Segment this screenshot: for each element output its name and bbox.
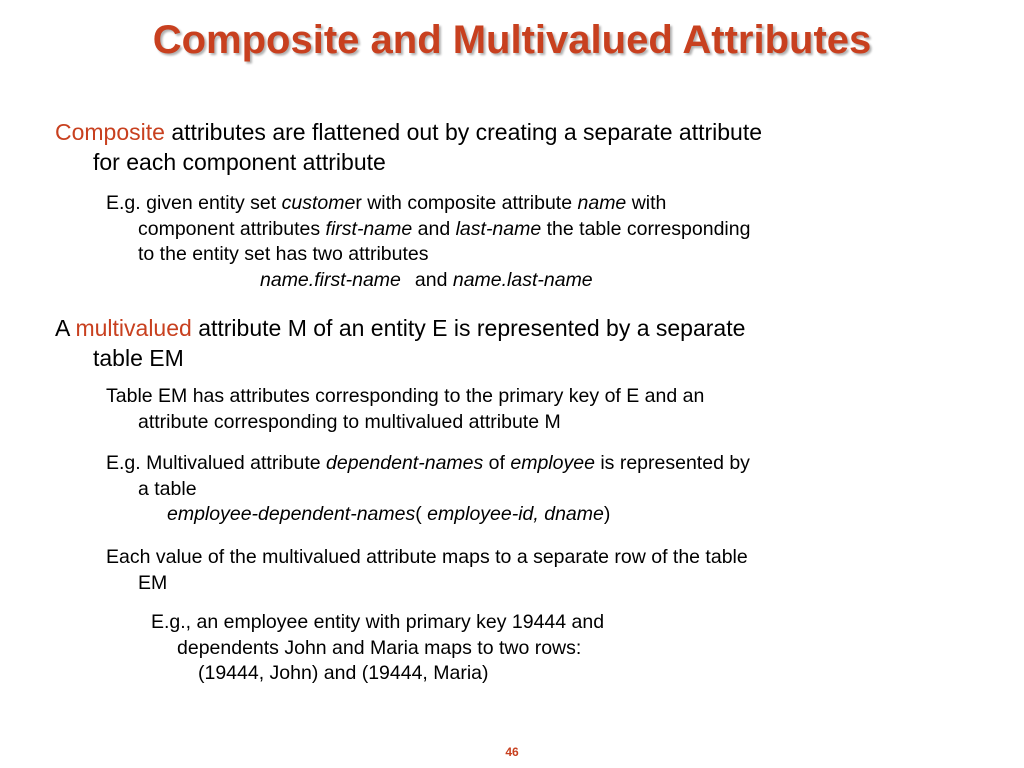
text-run-italic: first-name bbox=[325, 217, 413, 240]
bullet-composite bbox=[55, 117, 955, 177]
sub-composite-line4 bbox=[106, 268, 976, 294]
text-run: r with composite attribute bbox=[355, 192, 578, 214]
sub-composite-example bbox=[106, 191, 976, 293]
text-run: of bbox=[483, 452, 511, 474]
text-run-italic: employee-dependent-names bbox=[167, 503, 416, 525]
sub-employee-example bbox=[151, 610, 951, 687]
text-run: E.g., an employee entity with primary key 19444 and bbox=[151, 611, 605, 633]
text-run: is represented by bbox=[594, 452, 750, 474]
sub-table-em bbox=[106, 384, 976, 435]
text-run: A bbox=[55, 315, 76, 341]
text-run: E.g. given entity set bbox=[106, 192, 282, 214]
page-number: 46 bbox=[505, 745, 519, 759]
bullet-multivalued-line2: table EM bbox=[93, 345, 184, 371]
sub-multivalued-example bbox=[106, 451, 976, 528]
text-run-italic: name.last-name bbox=[452, 268, 593, 291]
text-run-italic: custome bbox=[281, 192, 356, 214]
text-run: and bbox=[412, 217, 456, 240]
text-run-italic: employee-id, dname bbox=[427, 503, 604, 525]
text-run-italic: name bbox=[577, 192, 627, 214]
text-run-italic: name.first-name bbox=[260, 268, 401, 291]
text-run-italic: last-name bbox=[455, 217, 542, 240]
bullet-multivalued-line1: attribute M of an entity E is represented by a separate bbox=[191, 315, 746, 341]
bullet-composite-line2: for each component attribute bbox=[93, 149, 386, 175]
bullet-composite-line1: attributes are flattened out by creating a separate attribute bbox=[164, 119, 763, 145]
sub-composite-line2 bbox=[106, 217, 976, 243]
sub-composite-line3: to the entity set has two attributes bbox=[138, 243, 429, 265]
text-run: a table bbox=[138, 477, 197, 500]
text-run: E.g. Multivalued attribute bbox=[106, 452, 327, 474]
text-run: attribute corresponding to multivalued attribute M bbox=[138, 410, 561, 433]
term-multivalued: multivalued bbox=[75, 315, 192, 341]
text-run-italic: employee bbox=[510, 452, 595, 474]
sub-multivalued-schema bbox=[106, 502, 976, 528]
text-run: and bbox=[414, 268, 453, 291]
bullet-multivalued bbox=[55, 313, 955, 373]
text-run: Each value of the multivalued attribute maps to a separate row of the table bbox=[106, 546, 748, 568]
text-run: (19444, John) and (19444, Maria) bbox=[198, 662, 489, 684]
text-run: Table EM has attributes corresponding to the primary key of E and an bbox=[106, 385, 705, 407]
text-run: ( bbox=[415, 503, 428, 525]
text-run: EM bbox=[138, 571, 168, 594]
slide-title: Composite and Multivalued Attributes bbox=[152, 18, 872, 62]
text-run: component attributes bbox=[138, 217, 326, 240]
text-run: with bbox=[626, 192, 667, 214]
text-run: ) bbox=[603, 503, 611, 525]
term-composite: Composite bbox=[55, 119, 165, 145]
sub-row-mapping bbox=[106, 545, 976, 596]
text-run: dependents John and Maria maps to two rows: bbox=[177, 636, 582, 659]
text-run: the table corresponding bbox=[541, 217, 751, 240]
text-run-italic: dependent-names bbox=[326, 452, 484, 474]
